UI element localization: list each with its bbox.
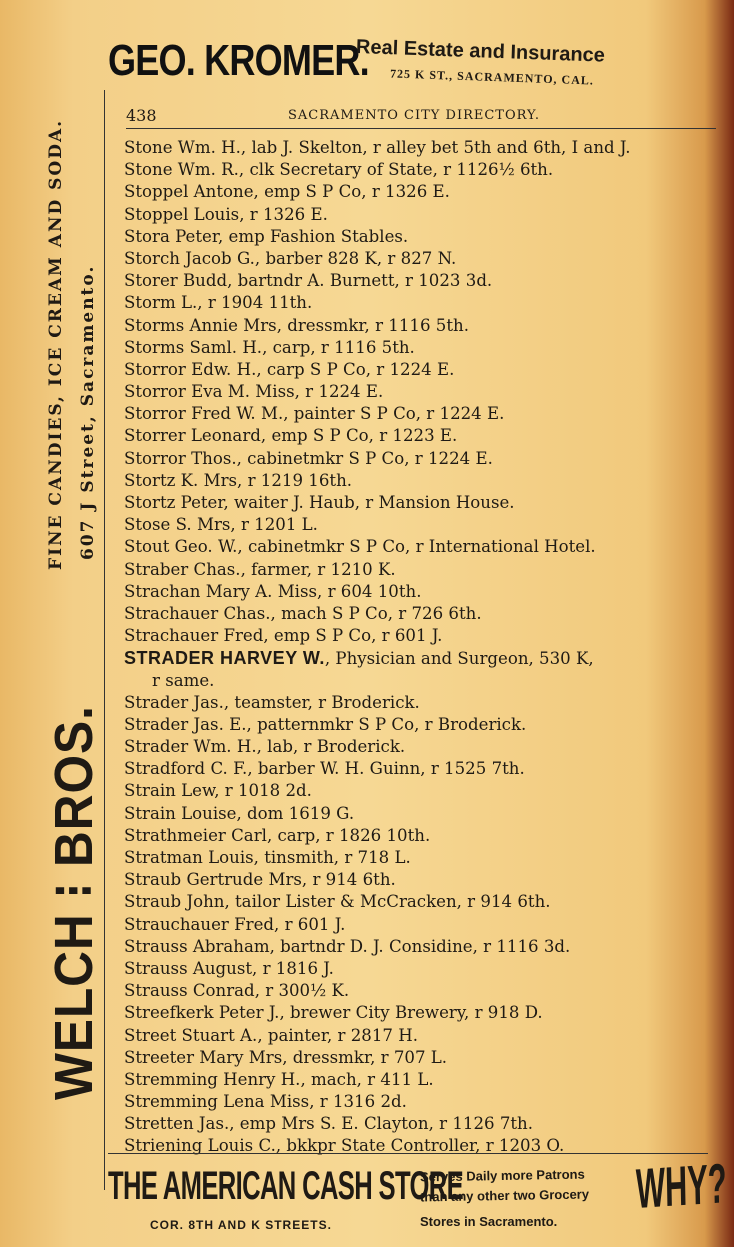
footer-divider — [108, 1153, 708, 1154]
entry-details: , farmer, r 1210 K. — [240, 559, 396, 579]
entry-name: Storms Annie Mrs — [124, 315, 277, 335]
entry-details: , r 1816 J. — [252, 958, 334, 978]
entry-details: , mach S P Co, r 726 6th. — [270, 603, 482, 623]
directory-entry — [124, 559, 714, 581]
directory-entry — [124, 337, 714, 359]
directory-entry — [124, 1113, 714, 1135]
entry-details: , Physician and Surgeon, 530 K, — [324, 649, 594, 669]
directory-entry — [124, 581, 714, 603]
entry-name: Straub Gertrude Mrs — [124, 870, 302, 890]
directory-entry — [124, 1002, 714, 1024]
entry-name: Stortz K. Mrs — [124, 470, 238, 490]
directory-entry — [124, 869, 714, 891]
entry-name: Strachauer Fred — [124, 626, 264, 646]
entry-name: Strathmeier Carl — [124, 825, 267, 845]
entry-details: , r 1316 2d. — [309, 1092, 407, 1112]
entry-name: Strachauer Chas. — [124, 603, 271, 623]
directory-entry — [124, 692, 714, 714]
entry-name: Strauss Abraham — [124, 936, 270, 956]
directory-entry — [124, 159, 714, 181]
directory-entry — [124, 736, 714, 758]
entry-details: , lab, r Broderick. — [256, 737, 406, 757]
entry-details: , cabinetmkr S P Co, r International Hotel. — [237, 537, 596, 557]
entry-name: Straub John — [124, 892, 225, 912]
directory-entry — [124, 714, 714, 736]
entry-details: , dressmkr, r 1116 5th. — [276, 315, 469, 335]
entry-name: Stose S. Mrs — [124, 515, 231, 535]
entry-details: , carp, r 1116 5th. — [262, 337, 415, 357]
entry-details: , mach, r 411 L. — [300, 1069, 434, 1089]
entry-details: , dom 1619 G. — [236, 803, 355, 823]
entry-name: Stretten Jas. — [124, 1114, 230, 1134]
entry-name: Strauss Conrad — [124, 981, 255, 1001]
page-title: SACRAMENTO CITY DIRECTORY. — [288, 108, 541, 123]
entry-details: , brewer City Brewery, r 918 D. — [279, 1003, 543, 1023]
entry-name: Storer Budd — [124, 271, 228, 291]
entry-name: Strachan Mary A. Miss — [124, 581, 318, 601]
entry-details: , r 1219 16th. — [237, 470, 353, 490]
directory-entry — [124, 980, 714, 1002]
entry-name: Stone Wm. H. — [124, 138, 241, 157]
directory-entry — [124, 1091, 714, 1113]
entry-details: , emp S P Co, r 1326 E. — [253, 182, 450, 202]
entry-details: , waiter J. Haub, r Mansion House. — [223, 493, 515, 512]
directory-entry — [124, 758, 714, 780]
page-header — [126, 106, 716, 129]
directory-entry — [124, 603, 714, 625]
entry-name: Strader Wm. H. — [124, 737, 257, 757]
advertiser-address: 725 K ST., SACRAMENTO, CAL. — [389, 66, 595, 88]
entry-name: Stoppel Antone — [124, 182, 254, 202]
entry-name: Stortz Peter — [124, 493, 224, 512]
directory-entry — [124, 425, 714, 447]
entry-name: Stratman Louis — [124, 848, 254, 867]
directory-entry — [124, 891, 714, 913]
entry-name: Strader Jas. E. — [124, 714, 247, 734]
directory-entry — [124, 847, 714, 869]
entry-name: Stremming Henry H. — [124, 1069, 301, 1089]
directory-entry — [124, 625, 714, 647]
directory-entry — [124, 270, 714, 292]
entry-details: , bartndr D. J. Considine, r 1116 3d. — [269, 936, 571, 956]
entry-name: Stone Wm. R. — [124, 160, 239, 180]
directory-entry — [124, 181, 714, 203]
directory-entry — [124, 514, 714, 536]
entry-name: Storror Eva M. Miss — [124, 382, 295, 402]
entry-name: Storms Saml. H. — [124, 337, 263, 357]
entry-details: , teamster, r Broderick. — [223, 692, 420, 712]
entry-name: Storch Jacob G. — [124, 248, 255, 268]
directory-entry — [124, 1047, 714, 1069]
entry-name: Streefkerk Peter J. — [124, 1003, 280, 1023]
directory-entry — [124, 137, 714, 159]
directory-entry — [124, 1069, 714, 1091]
entry-name: Stremming Lena Miss — [124, 1092, 310, 1112]
entry-details: , r 1201 L. — [230, 515, 318, 535]
entry-name: STRADER HARVEY W. — [124, 648, 325, 669]
entry-details: , emp Fashion Stables. — [217, 226, 409, 246]
directory-entry — [124, 381, 714, 403]
entry-name: Storm L. — [124, 293, 198, 313]
entry-name: Storror Thos. — [124, 448, 237, 468]
entry-details: , r 914 6th. — [301, 870, 396, 890]
entry-name: Storror Edw. H. — [124, 359, 257, 379]
entry-details: , tailor Lister & McCracken, r 914 6th. — [224, 892, 551, 912]
side-ad-company: WELCH ⁝ BROS. — [44, 705, 104, 1100]
entry-name: Striening Louis C. — [124, 1136, 276, 1156]
header-advertisement — [108, 30, 708, 92]
store-name: THE AMERICAN CASH STORE — [108, 1164, 464, 1208]
entry-name: Streeter Mary Mrs — [124, 1047, 283, 1067]
directory-entry — [124, 936, 714, 958]
entry-details: , bartndr A. Burnett, r 1023 3d. — [227, 271, 493, 291]
entry-details: , r 1018 2d. — [214, 781, 312, 801]
entry-details: , r 1224 E. — [294, 382, 384, 402]
entry-details: , r 604 10th. — [317, 581, 422, 601]
store-address: COR. 8TH AND K STREETS. — [150, 1218, 332, 1232]
directory-entries — [124, 137, 714, 1158]
directory-entry — [124, 470, 714, 492]
directory-entry — [124, 670, 714, 692]
entry-name: Street Stuart A. — [124, 1025, 258, 1045]
entry-details: , emp S P Co, r 1223 E. — [260, 426, 458, 446]
entry-details: , barber 828 K, r 827 N. — [254, 248, 457, 268]
directory-entry — [124, 825, 714, 847]
entry-details: , tinsmith, r 718 L. — [253, 848, 411, 867]
entry-name: Strauchauer Fred — [124, 914, 275, 934]
directory-entry — [124, 292, 714, 314]
directory-entry — [124, 647, 714, 669]
footer-advertisement — [108, 1151, 728, 1240]
directory-entry — [124, 1025, 714, 1047]
entry-details: , emp Mrs S. E. Clayton, r 1126 7th. — [229, 1114, 534, 1134]
directory-entry — [124, 359, 714, 381]
directory-entry — [124, 1135, 714, 1157]
entry-name: Storrer Leonard — [124, 426, 261, 446]
advertiser-name: GEO. KROMER. — [108, 36, 369, 85]
entry-details: , bkkpr State Controller, r 1203 O. — [275, 1136, 565, 1156]
entry-details: , emp S P Co, r 601 J. — [263, 626, 443, 646]
store-tagline-line-2: than any other two Grocery — [419, 1186, 590, 1205]
entry-details: , r 300½ K. — [254, 981, 350, 1001]
side-ad-products: FINE CANDIES, ICE CREAM AND SODA. — [46, 118, 66, 570]
entry-details: , r 1326 E. — [239, 204, 328, 224]
entry-name: Strader Jas. — [124, 692, 224, 712]
entry-details: , cabinetmkr S P Co, r 1224 E. — [236, 448, 493, 468]
store-why-slogan: WHY? — [635, 1151, 728, 1220]
entry-name: Strain Lew — [124, 781, 215, 801]
entry-details: , r 601 J. — [274, 914, 346, 934]
entry-details: , carp S P Co, r 1224 E. — [256, 359, 455, 379]
entry-name: Straber Chas. — [124, 559, 241, 579]
entry-details: , patternmkr S P Co, r Broderick. — [246, 714, 527, 734]
entry-details: , carp, r 1826 10th. — [266, 825, 431, 845]
entry-name: Strain Louise — [124, 803, 237, 823]
directory-entry — [124, 204, 714, 226]
page-number: 438 — [126, 106, 157, 125]
entry-details: , clk Secretary of State, r 1126½ 6th. — [238, 160, 554, 180]
entry-name: Strauss August — [124, 958, 253, 978]
store-tagline-line-1: Serves Daily more Patrons — [419, 1166, 585, 1185]
advertiser-tagline: Real Estate and Insurance — [355, 36, 606, 67]
directory-entry — [124, 536, 714, 558]
entry-details: , painter S P Co, r 1224 E. — [283, 404, 505, 424]
directory-entry — [124, 780, 714, 802]
directory-entry — [124, 448, 714, 470]
entry-name: Stradford C. F. — [124, 759, 248, 779]
entry-details: , dressmkr, r 707 L. — [282, 1047, 448, 1067]
directory-entry — [124, 403, 714, 425]
directory-entry — [124, 226, 714, 248]
entry-name: Storror Fred W. M. — [124, 404, 284, 424]
directory-entry — [124, 248, 714, 270]
entry-details: , painter, r 2817 H. — [257, 1025, 418, 1045]
directory-entry — [124, 803, 714, 825]
directory-entry — [124, 492, 714, 514]
entry-name: Stora Peter — [124, 226, 218, 246]
store-tagline-line-3: Stores in Sacramento. — [420, 1214, 558, 1229]
directory-entry — [124, 914, 714, 936]
entry-details: , lab J. Skelton, r alley bet 5th and 6th, I and J. — [240, 138, 631, 157]
entry-details: , barber W. H. Guinn, r 1525 7th. — [247, 759, 525, 779]
entry-details: , r 1904 11th. — [197, 293, 313, 313]
entry-name: Stout Geo. W. — [124, 537, 238, 557]
side-ad-address: 607 J Street, Sacramento. — [78, 264, 98, 560]
entry-name: Stoppel Louis — [124, 204, 240, 224]
entry-details: r same. — [152, 670, 215, 690]
directory-entry — [124, 315, 714, 337]
directory-entry — [124, 958, 714, 980]
